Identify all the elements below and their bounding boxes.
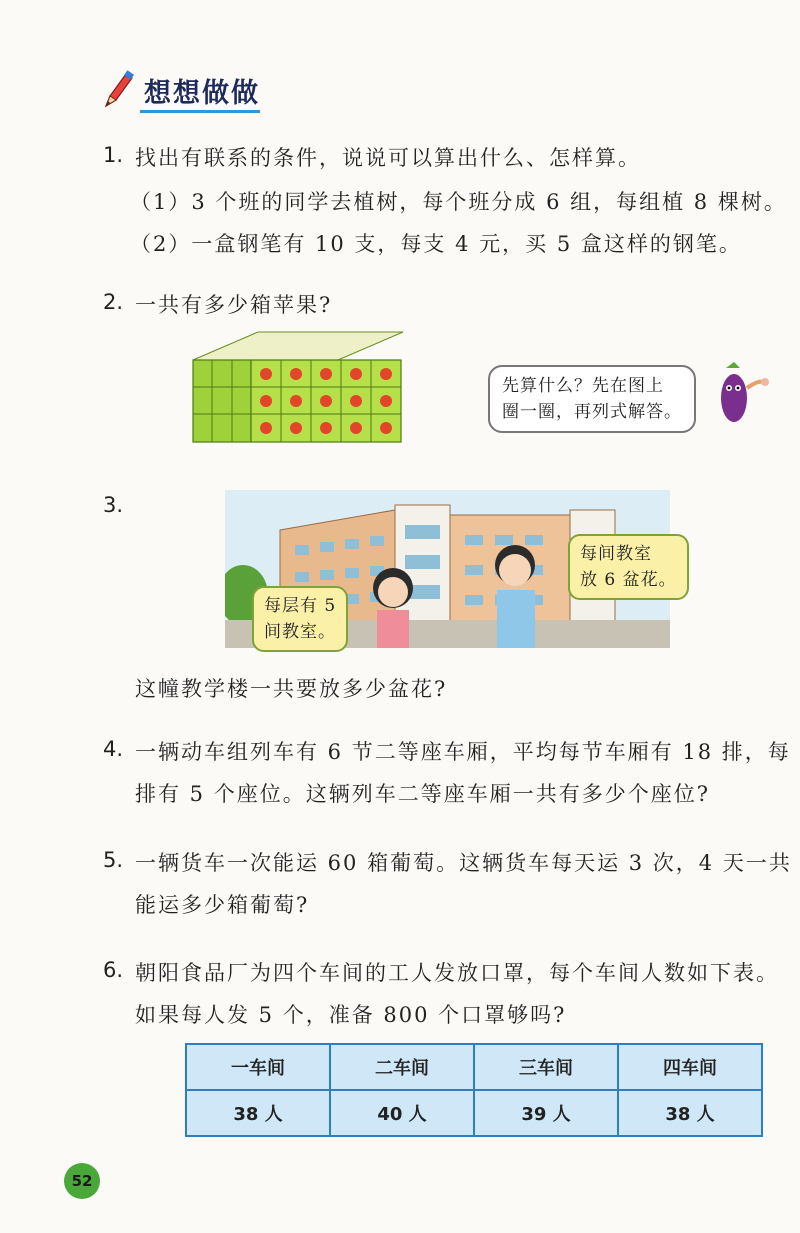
- girl-speech-bubble: [252, 586, 348, 652]
- girl-bubble-line1: 每层有 5: [264, 596, 337, 616]
- boy-speech-bubble: [568, 534, 689, 600]
- table-row: [186, 1090, 762, 1136]
- q5-number: 5.: [103, 848, 124, 872]
- heading-underline: [140, 110, 260, 113]
- heading-title: 想想做做: [144, 77, 260, 109]
- q2-hint-line2: 圈一圈，再列式解答。: [502, 402, 682, 422]
- q5-line2: 能运多少箱葡萄?: [135, 893, 310, 917]
- q2-text: 一共有多少箱苹果?: [135, 293, 333, 317]
- apple-boxes-illustration: [188, 330, 408, 445]
- table-cell: 39 人: [474, 1090, 618, 1136]
- q1-number: 1.: [103, 143, 124, 167]
- q3-question: 这幢教学楼一共要放多少盆花?: [135, 677, 448, 701]
- eggplant-mascot-icon: [712, 358, 772, 428]
- table-cell: 38 人: [186, 1090, 330, 1136]
- table-header-cell: 三车间: [474, 1044, 618, 1090]
- table-header-cell: 一车间: [186, 1044, 330, 1090]
- table-cell: 38 人: [618, 1090, 762, 1136]
- q4-line2: 排有 5 个座位。这辆列车二等座车厢一共有多少个座位?: [135, 782, 710, 806]
- section-heading: [100, 70, 260, 110]
- q4-number: 4.: [103, 737, 124, 761]
- q2-hint-bubble: [488, 365, 696, 433]
- q2-hint-line1: 先算什么？先在图上: [502, 376, 664, 396]
- q6-line1: 朝阳食品厂为四个车间的工人发放口罩，每个车间人数如下表。: [135, 961, 779, 985]
- table-cell: 40 人: [330, 1090, 474, 1136]
- q6-number: 6.: [103, 958, 124, 982]
- boy-bubble-line1: 每间教室: [580, 544, 652, 564]
- q5-line1: 一辆货车一次能运 60 箱葡萄。这辆货车每天运 3 次，4 天一共: [135, 851, 792, 875]
- workshop-table: [185, 1043, 763, 1137]
- table-header-cell: 四车间: [618, 1044, 762, 1090]
- q3-number: 3.: [103, 493, 124, 517]
- q1-text: 找出有联系的条件，说说可以算出什么、怎样算。: [135, 146, 641, 170]
- girl-bubble-line2: 间教室。: [264, 622, 336, 642]
- table-header-cell: 二车间: [330, 1044, 474, 1090]
- table-header-row: [186, 1044, 762, 1090]
- boy-bubble-line2: 放 6 盆花。: [580, 570, 677, 590]
- q1-sub2: （2）一盒钢笔有 10 支，每支 4 元，买 5 盒这样的钢笔。: [130, 232, 742, 256]
- q1-sub1: （1）3 个班的同学去植树，每个班分成 6 组，每组植 8 棵树。: [130, 190, 787, 214]
- q4-line1: 一辆动车组列车有 6 节二等座车厢，平均每节车厢有 18 排，每: [135, 740, 791, 764]
- page-number-badge: 52: [64, 1163, 100, 1199]
- q6-line2: 如果每人发 5 个，准备 800 个口罩够吗?: [135, 1003, 567, 1027]
- pencil-icon: [100, 70, 136, 110]
- q2-number: 2.: [103, 290, 124, 314]
